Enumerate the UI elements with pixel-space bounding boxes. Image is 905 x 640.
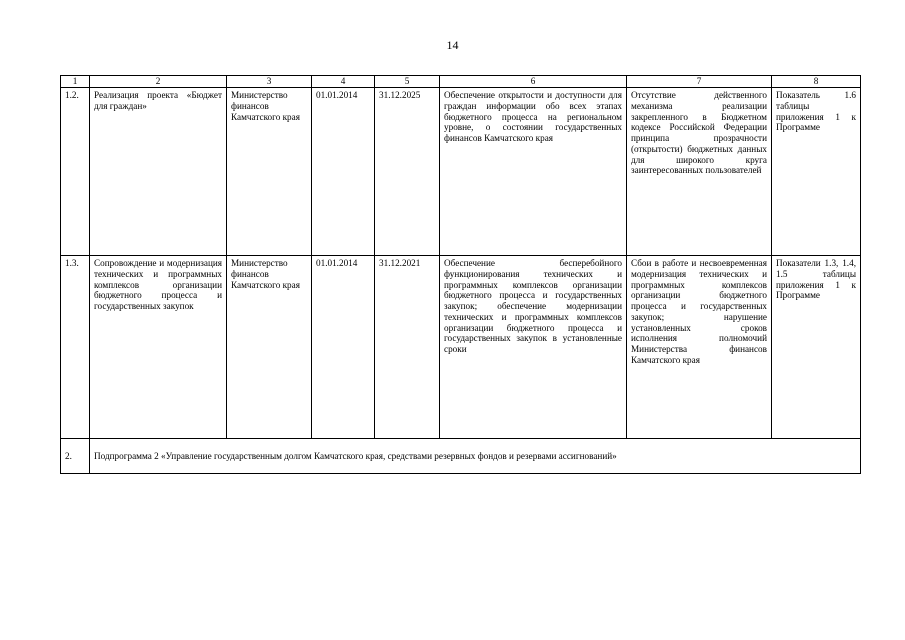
column-header: 7 [627,76,772,88]
subprogram-title-cell: Подпрограмма 2 «Управление государственным долгом Камчатского края, средствами резервных фондов и резервами ассигнований» [90,439,861,474]
column-header: 8 [772,76,861,88]
subprogram-number-cell: 2. [61,439,90,474]
column-header: 1 [61,76,90,88]
program-activities-table [60,75,861,474]
column-header: 2 [90,76,227,88]
end-date-cell: 31.12.2025 [375,88,440,256]
column-header: 6 [440,76,627,88]
expected-result-cell: Обеспечение открытости и доступности для граждан информации обо всех этапах бюджетного процесса на региональном уровне, о состоянии государственных финансов Камчатского края [440,88,627,256]
activity-name-cell: Реализация проекта «Бюджет для граждан» [90,88,227,256]
consequences-cell: Отсутствие действенного механизма реализации закрепленного в Бюджетном кодексе Российской Федерации принципа прозрачности (открытости) бюджетных данных для широкого круга заинтересованных пользователей [627,88,772,256]
indicator-link-cell: Показатели 1.3, 1.4, 1.5 таблицы приложения 1 к Программе [772,256,861,439]
executor-cell: Министерство финансов Камчатского края [227,256,312,439]
end-date-cell: 31.12.2021 [375,256,440,439]
executor-cell: Министерство финансов Камчатского края [227,88,312,256]
table-row [61,256,861,439]
expected-result-cell: Обеспечение бесперебойного функционирования технических и программных комплексов организации бюджетного процесса и государственных закупок; обеспечение модернизации технических и программных комплексов организации бюджетного процесса и государственных закупок в установленные сроки [440,256,627,439]
row-number-cell: 1.3. [61,256,90,439]
column-header: 3 [227,76,312,88]
consequences-cell: Сбои в работе и несвоевременная модернизация технических и программных комплексов организации бюджетного процесса и государственных закупок; нарушение установленных сроков исполнения полномочий Министерства финансов Камчатского края [627,256,772,439]
activity-name-cell: Сопровождение и модернизация технических и программных комплексов организации бюджетного процесса и государственных закупок [90,256,227,439]
column-header: 5 [375,76,440,88]
table-row [61,88,861,256]
start-date-cell: 01.01.2014 [312,256,375,439]
indicator-link-cell: Показатель 1.6 таблицы приложения 1 к Программе [772,88,861,256]
subprogram-row [61,439,861,474]
start-date-cell: 01.01.2014 [312,88,375,256]
column-header: 4 [312,76,375,88]
page-number: 14 [446,38,459,52]
table-header-row [61,76,861,88]
row-number-cell: 1.2. [61,88,90,256]
